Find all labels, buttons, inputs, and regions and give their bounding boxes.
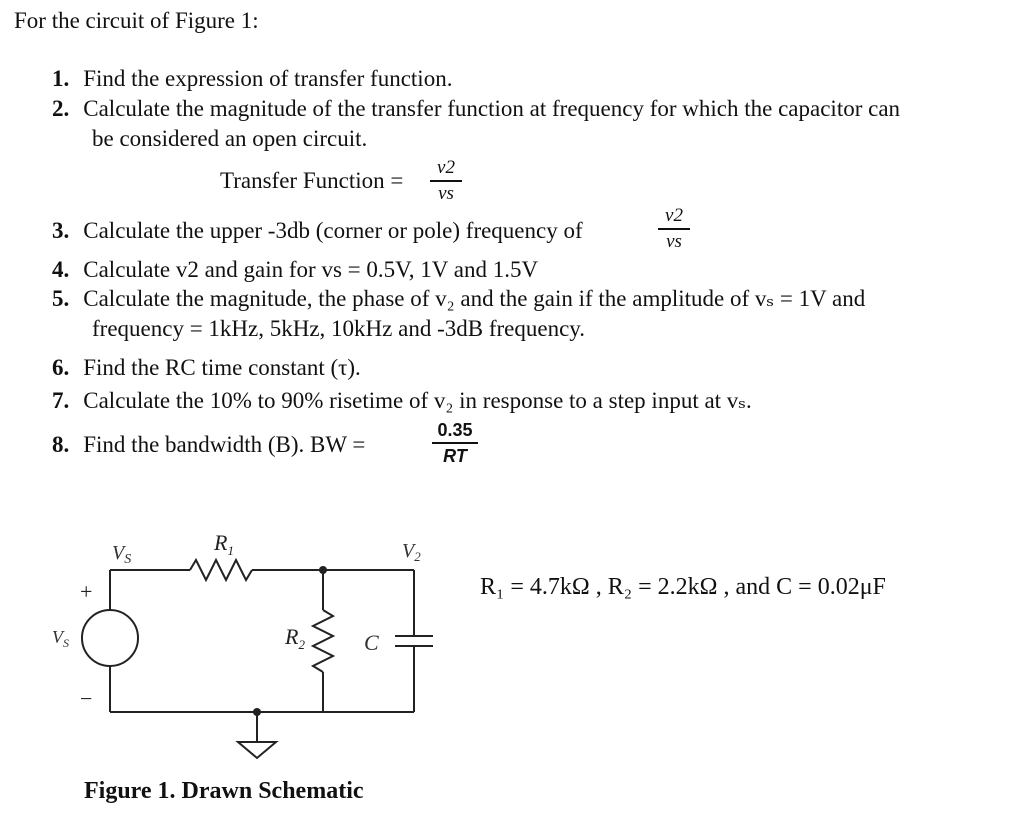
question-text: Calculate the upper -3db (corner or pole) frequency of bbox=[83, 218, 583, 243]
question-text-line1: Calculate the magnitude of the transfer function at frequency for which the capacitor can bbox=[83, 96, 901, 121]
question-5-line2: frequency = 1kHz, 5kHz, 10kHz and -3dB frequency. bbox=[92, 316, 586, 341]
r1-label: $R_1$ bbox=[214, 530, 234, 558]
question-text: Calculate v2 and gain for vs = 0.5V, 1V and 1.5V bbox=[83, 257, 539, 282]
node-vs-label: $V_S$ bbox=[112, 542, 132, 567]
question-text-line1: Calculate the magnitude, the phase of v₂ and the gain if the amplitude of vₛ = 1V and bbox=[83, 286, 866, 311]
question-number: 7. bbox=[52, 388, 70, 413]
bw-numerator: 0.35 bbox=[437, 420, 473, 440]
voltage-source bbox=[82, 610, 138, 666]
tf-numerator: v2 bbox=[437, 157, 455, 178]
question-number: 4. bbox=[52, 257, 70, 282]
capacitor-label: C bbox=[364, 630, 379, 655]
resistor-r2 bbox=[313, 610, 333, 672]
q3-numerator: v2 bbox=[665, 205, 683, 226]
plus-sign: + bbox=[80, 579, 93, 604]
question-text: Find the expression of transfer function. bbox=[83, 66, 453, 91]
resistor-r1 bbox=[190, 560, 252, 580]
figure-caption: Figure 1. Drawn Schematic bbox=[84, 778, 364, 804]
node-dot-top bbox=[319, 566, 327, 574]
question-2-line2: be considered an open circuit. bbox=[92, 126, 368, 151]
source-label: $V_S$ bbox=[52, 627, 69, 650]
question-number: 6. bbox=[52, 355, 70, 380]
component-values: R₁ = 4.7kΩ , R₂ = 2.2kΩ , and C = 0.02μF bbox=[480, 574, 886, 600]
transfer-function-label: Transfer Function = bbox=[220, 168, 404, 193]
question-number: 5. bbox=[52, 286, 70, 311]
question-text: Calculate the 10% to 90% risetime of v₂ in response to a step input at vₛ. bbox=[83, 388, 752, 413]
minus-sign: − bbox=[80, 686, 93, 711]
intro-text: For the circuit of Figure 1: bbox=[14, 8, 259, 33]
bw-denominator: RT bbox=[443, 445, 467, 466]
node-v2-label: $V_2$ bbox=[402, 540, 421, 564]
q3-denominator: vs bbox=[666, 230, 682, 252]
node-dot-bottom bbox=[253, 708, 261, 716]
question-text: Find the RC time constant (τ). bbox=[83, 355, 361, 380]
question-number: 8. bbox=[52, 432, 70, 457]
tf-denominator: vs bbox=[438, 182, 454, 204]
question-number: 3. bbox=[52, 218, 70, 243]
question-number: 2. bbox=[52, 96, 70, 121]
ground-icon bbox=[238, 742, 276, 758]
r2-label: $R_2$ bbox=[285, 624, 305, 652]
question-number: 1. bbox=[52, 66, 70, 91]
question-text: Find the bandwidth (B). BW = bbox=[83, 432, 366, 457]
